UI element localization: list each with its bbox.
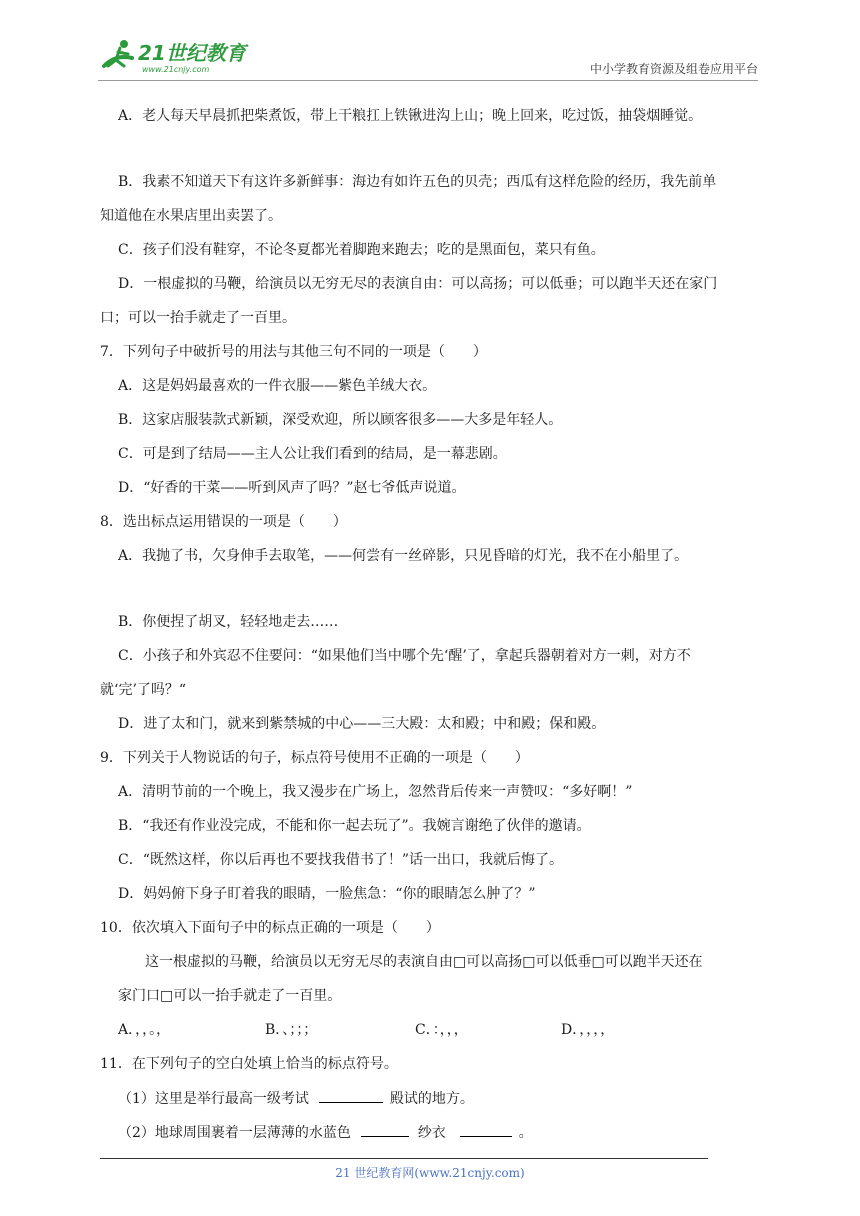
q9-option-c: C．“既然这样，你以后再也不要找我借书了！”话一出口，我就后悔了。 (118, 852, 564, 868)
q6-option-b: B．我素不知道天下有这许多新鲜事：海边有如许五色的贝壳；西瓜有这样危险的经历，我先前单 (118, 174, 717, 190)
q11-item-1-text-b: 殿试的地方。 (389, 1091, 474, 1107)
logo-text: 21世纪教育 (138, 41, 246, 65)
q6-option-d-cont: 口；可以一抬手就走了一百里。 (100, 310, 296, 326)
q11-item-2-text-c: 。 (518, 1125, 533, 1141)
q7-option-b: B．这家店服装款式新颖，深受欢迎，所以顾客很多——大多是年轻人。 (118, 412, 563, 428)
q9-option-d: D．妈妈俯下身子盯着我的眼睛，一脸焦急：“你的眼睛怎么肿了？” (118, 886, 536, 902)
q7-option-d: D．“好香的干菜——听到风声了吗？”赵七爷低声说道。 (118, 480, 466, 496)
q8-option-c: C．小孩子和外宾忍不住要问：“如果他们当中哪个先‘醒’了，拿起兵器朝着对方一刺，对方不 (118, 648, 691, 664)
q8-option-b: B．你便捏了胡叉，轻轻地走去…… (118, 614, 339, 630)
q10-option-c: C．：，，， (415, 1022, 468, 1038)
q8-option-a: A．我抛了书，欠身伸手去取笔，——何尝有一丝碎影，只见昏暗的灯光，我不在小船里了。 (118, 548, 689, 564)
q6-option-c: C．孩子们没有鞋穿，不论冬夏都光着脚跑来跑去；吃的是黑面包，菜只有鱼。 (118, 242, 605, 258)
q8-option-c-cont: 就‘完’了吗？“ (100, 682, 187, 698)
q6-option-a: A．老人每天早晨抓把柴煮饭，带上干粮扛上铁锹进沟上山；晚上回来，吃过饭，抽袋烟睡觉。 (118, 108, 703, 124)
logo-url: www.21cnjy.com (142, 65, 210, 74)
question-8: 8．选出标点运用错误的一项是（ ） (100, 514, 347, 530)
q10-option-b: B．、；；； (265, 1022, 318, 1038)
q11-blank-3[interactable] (460, 1122, 512, 1137)
footer-divider (100, 1158, 708, 1159)
q9-option-a: A．清明节前的一个晚上，我又漫步在广场上，忽然背后传来一声赞叹：“多好啊！” (118, 784, 633, 800)
q11-item-1 (118, 1088, 474, 1109)
footer-source[interactable]: 21 世纪教育网(www.21cnjy.com) (335, 1166, 525, 1180)
q10-passage-cont: 家门口□可以一抬手就走了一百里。 (118, 988, 342, 1004)
header-divider (98, 80, 758, 81)
q10-passage: 这一根虚拟的马鞭，给演员以无穷无尽的表演自由□可以高扬□可以低垂□可以跑半天还在 (145, 954, 703, 970)
site-logo (98, 36, 258, 80)
platform-name: 中小学教育资源及组卷应用平台 (589, 62, 758, 76)
q11-item-2-text-b: 纱衣 (417, 1125, 446, 1141)
q11-item-1-text-a: （1）这里是举行最高一级考试 (118, 1091, 309, 1107)
q11-blank-2[interactable] (361, 1122, 409, 1137)
q7-option-c: C．可是到了结局——主人公让我们看到的结局，是一幕悲剧。 (118, 446, 507, 462)
q10-option-a: A．，，。， (118, 1022, 171, 1038)
q6-option-b-cont: 知道他在水果店里出卖罢了。 (100, 208, 282, 224)
q11-blank-1[interactable] (319, 1088, 383, 1103)
q11-item-2-text-a: （2）地球周围裹着一层薄薄的水蓝色 (118, 1125, 351, 1141)
q9-option-b: B．“我还有作业没完成，不能和你一起去玩了”。我婉言谢绝了伙伴的邀请。 (118, 818, 591, 834)
question-10: 10．依次填入下面句子中的标点正确的一项是（ ） (100, 920, 440, 936)
q10-option-d: D．，，，， (561, 1022, 615, 1038)
q11-item-2 (118, 1122, 533, 1143)
question-9: 9．下列关于人物说话的句子，标点符号使用不正确的一项是（ ） (100, 750, 529, 766)
q7-option-a: A．这是妈妈最喜欢的一件衣服——紫色羊绒大衣。 (118, 378, 437, 394)
question-7: 7．下列句子中破折号的用法与其他三句不同的一项是（ ） (100, 344, 487, 360)
question-11: 11．在下列句子的空白处填上恰当的标点符号。 (100, 1056, 398, 1072)
q6-option-d: D．一根虚拟的马鞭，给演员以无穷无尽的表演自由：可以高扬；可以低垂；可以跑半天还在家门 (118, 276, 718, 292)
q8-option-d: D．进了太和门，就来到紫禁城的中心——三大殿：太和殿；中和殿；保和殿。 (118, 716, 606, 732)
runner-logo-icon (98, 36, 258, 80)
